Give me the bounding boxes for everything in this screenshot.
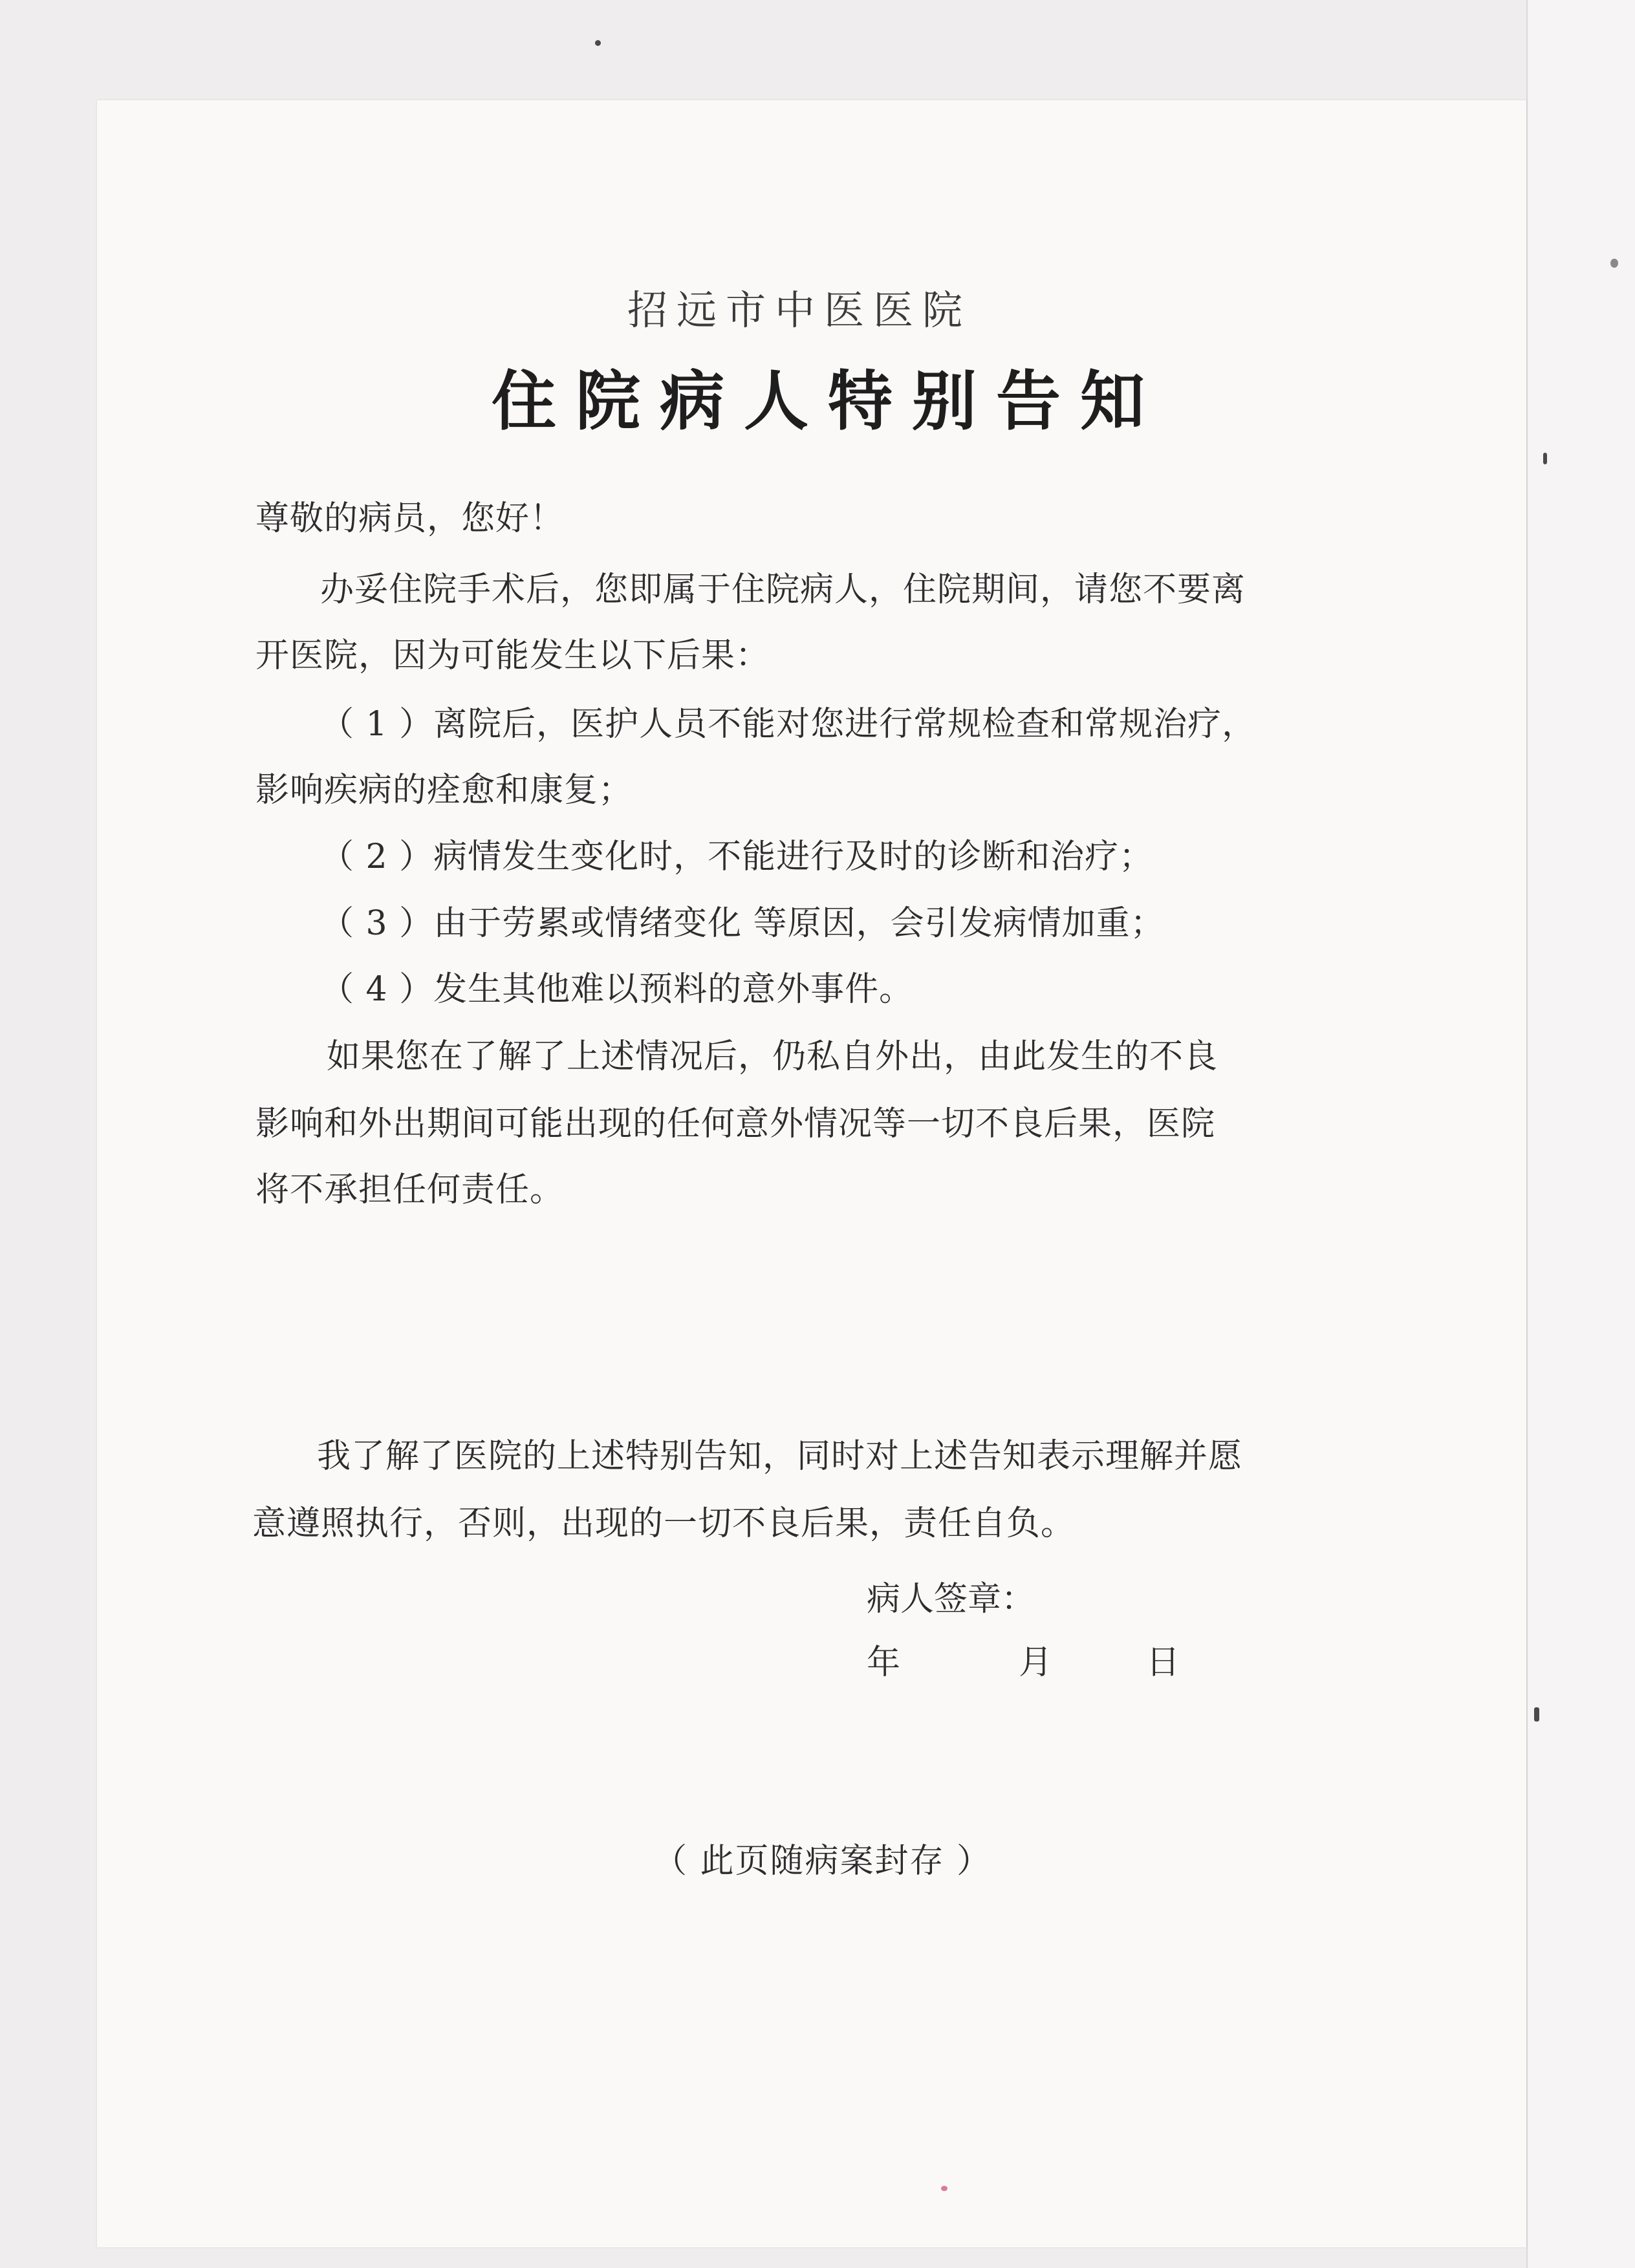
page-edge-strip: [1526, 0, 1635, 2268]
acknowledgement-line-1: 我了解了医院的上述特别告知，同时对上述告知表示理解并愿: [317, 1437, 1243, 1476]
warning-line-2: 影响和外出期间可能出现的任何意外情况等一切不良后果，医院: [255, 1105, 1216, 1143]
warning-line-3: 将不承担任何责任。: [255, 1171, 565, 1209]
scan-speck: [1610, 259, 1618, 268]
item-1-line-2: 影响疾病的痊愈和康复；: [255, 771, 633, 810]
item-4: （ 4 ）发生其他难以预料的意外事件。: [320, 970, 914, 1009]
date-day-label: 日: [1146, 1643, 1180, 1682]
date-month-label: 月: [1019, 1643, 1053, 1682]
scan-speck: [941, 2186, 947, 2191]
warning-line-1: 如果您在了解了上述情况后，仍私自外出，由此发生的不良: [327, 1037, 1218, 1076]
document-title: 住院病人特别告知: [492, 363, 1164, 439]
intro-line-1: 办妥住院手术后，您即属于住院病人，住院期间，请您不要离: [320, 570, 1246, 609]
scan-speck: [1534, 1707, 1539, 1722]
hospital-name: 招远市中医医院: [627, 286, 972, 334]
signature-label: 病人签章：: [867, 1580, 1035, 1619]
acknowledgement-line-2: 意遵照执行，否则，出现的一切不良后果，责任自负。: [252, 1504, 1076, 1543]
item-3: （ 3 ）由于劳累或情绪变化 等原因，会引发病情加重；: [320, 904, 1165, 943]
archive-note: （ 此页随病案封存 ）: [653, 1842, 992, 1881]
item-2: （ 2 ）病情发生变化时，不能进行及时的诊断和治疗；: [320, 837, 1154, 876]
intro-line-2: 开医院，因为可能发生以下后果：: [255, 636, 770, 675]
scan-speck: [1543, 453, 1547, 464]
scan-speck: [595, 40, 601, 46]
greeting: 尊敬的病员，您好！: [255, 499, 565, 538]
date-year-label: 年: [867, 1643, 901, 1682]
item-1-line-1: （ 1 ）离院后，医护人员不能对您进行常规检查和常规治疗，: [320, 705, 1257, 744]
date-line: [867, 1635, 1180, 1683]
